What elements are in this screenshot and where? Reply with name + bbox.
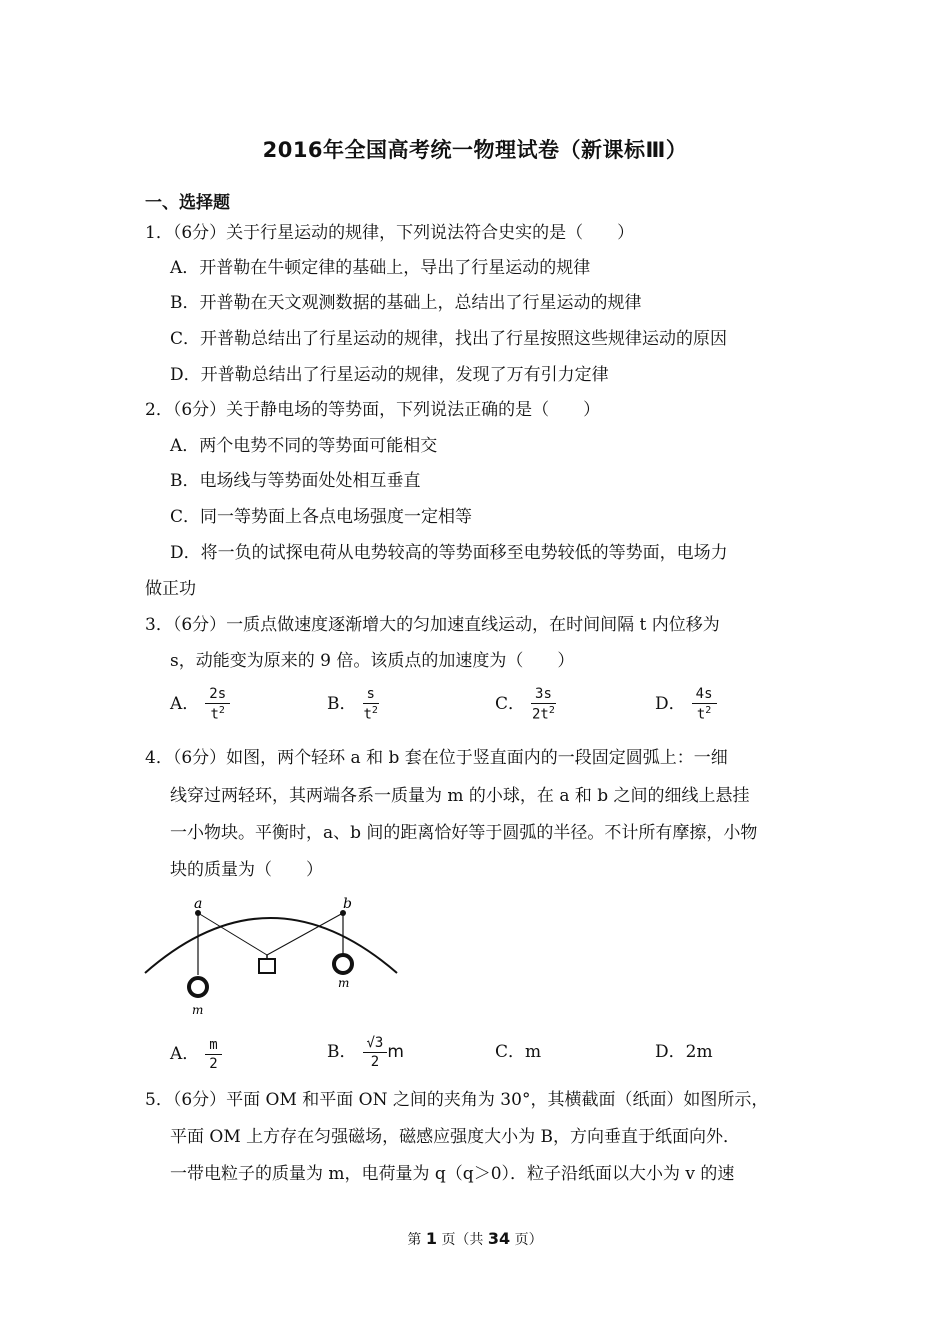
option-label: B． (327, 693, 357, 714)
q4-option-d: D．2m (655, 1042, 713, 1062)
q5-stem-line3: 一带电粒子的质量为 m，电荷量为 q（q＞0）．粒子沿纸面以大小为 v 的速 (170, 1164, 735, 1184)
q4-stem-line3: 一小物块。平衡时，a、b 间的距离恰好等于圆弧的半径。不计所有摩擦，小物 (170, 823, 758, 843)
label-b: b (343, 896, 352, 912)
paper-title: 2016年全国高考统一物理试卷（新课标Ⅲ） (262, 138, 688, 162)
q4-stem-line4: 块的质量为（ ） (170, 860, 323, 880)
numerator: s (363, 686, 379, 704)
option-suffix: m (387, 1042, 404, 1062)
option-label: A． (170, 693, 200, 714)
q2-option-d-continued: 做正功 (145, 579, 196, 599)
q3-option-a (170, 686, 230, 723)
footer-prefix: 第 (407, 1232, 422, 1248)
option-label: B． (327, 1042, 357, 1062)
denominator: t (210, 706, 219, 723)
q3-stem-line1: 3．（6分）一质点做速度逐渐增大的匀加速直线运动，在时间间隔 t 内位移为 (145, 615, 720, 635)
q2-option-b: B．电场线与等势面处处相互垂直 (170, 471, 421, 491)
denominator: 2 (370, 1054, 380, 1070)
option-label: C． (495, 693, 526, 714)
q4-option-b (327, 1035, 404, 1070)
exponent: 2 (218, 705, 225, 716)
q1-option-a: A．开普勒在牛顿定律的基础上，导出了行星运动的规律 (170, 258, 591, 278)
fraction (205, 686, 230, 723)
q1-option-b: B．开普勒在天文观测数据的基础上，总结出了行星运动的规律 (170, 293, 642, 313)
numerator: √3 (363, 1035, 388, 1053)
label-a: a (194, 896, 203, 912)
q4-option-c: C．m (495, 1042, 542, 1062)
small-block (259, 959, 275, 973)
numerator: m (205, 1037, 221, 1055)
fraction (363, 1035, 388, 1070)
footer-middle: 页（共 (441, 1232, 484, 1248)
fraction (531, 686, 556, 723)
q3-option-b (327, 686, 379, 723)
q3-stem-line2: s，动能变为原来的 9 倍。该质点的加速度为（ ） (170, 651, 575, 671)
q2-option-c: C．同一等势面上各点电场强度一定相等 (170, 507, 473, 527)
exponent: 2 (705, 705, 712, 716)
q4-option-a (170, 1037, 222, 1072)
label-m-left: m (192, 1003, 204, 1017)
q5-stem-line2: 平面 OM 上方存在匀强磁场，磁感应强度大小为 B，方向垂直于纸面向外． (170, 1127, 741, 1147)
q4-stem-line1: 4．（6分）如图，两个轻环 a 和 b 套在位于竖直面内的一段固定圆弧上：一细 (145, 748, 728, 768)
q4-stem-line2: 线穿过两轻环，其两端各系一质量为 m 的小球，在 a 和 b 之间的细线上悬挂 (170, 786, 750, 806)
numerator: 2s (205, 686, 230, 704)
q2-stem: 2．（6分）关于静电场的等势面，下列说法正确的是（ ） (145, 400, 601, 420)
numerator: 4s (692, 686, 717, 704)
ball-right (334, 955, 352, 973)
middle-string-right (267, 913, 343, 955)
ball-left (189, 978, 207, 996)
numerator: 3s (531, 686, 556, 704)
denominator: t (363, 706, 372, 723)
q2-option-a: A．两个电势不同的等势面可能相交 (170, 436, 438, 456)
q1-option-d: D．开普勒总结出了行星运动的规律，发现了万有引力定律 (170, 365, 609, 385)
denominator: 2t (532, 706, 549, 723)
page-number: 1 (425, 1229, 437, 1248)
denominator: 2 (209, 1056, 218, 1072)
q5-stem-line1: 5．（6分）平面 OM 和平面 ON 之间的夹角为 30°，其横截面（纸面）如图所示， (145, 1090, 769, 1110)
fraction (363, 686, 379, 723)
denominator: t (696, 706, 706, 723)
fraction (205, 1037, 221, 1072)
q3-option-d (655, 686, 717, 723)
fraction (692, 686, 717, 723)
label-m-right: m (338, 976, 350, 990)
footer-suffix: 页） (514, 1232, 543, 1248)
exponent: 2 (371, 705, 378, 716)
q1-stem: 1．（6分）关于行星运动的规律，下列说法符合史实的是（ ） (145, 223, 635, 243)
q4-figure-arc-rings (140, 893, 402, 1018)
option-label: A． (170, 1044, 200, 1064)
exponent: 2 (548, 705, 555, 716)
q1-option-c: C．开普勒总结出了行星运动的规律，找出了行星按照这些规律运动的原因 (170, 329, 728, 349)
option-label: D． (655, 693, 686, 714)
total-pages: 34 (487, 1229, 511, 1248)
q2-option-d: D．将一负的试探电荷从电势较高的等势面移至电势较低的等势面，电场力 (170, 543, 728, 563)
q3-option-c (495, 686, 556, 723)
page-footer (0, 1229, 950, 1249)
section-heading: 一、选择题 (145, 193, 230, 213)
